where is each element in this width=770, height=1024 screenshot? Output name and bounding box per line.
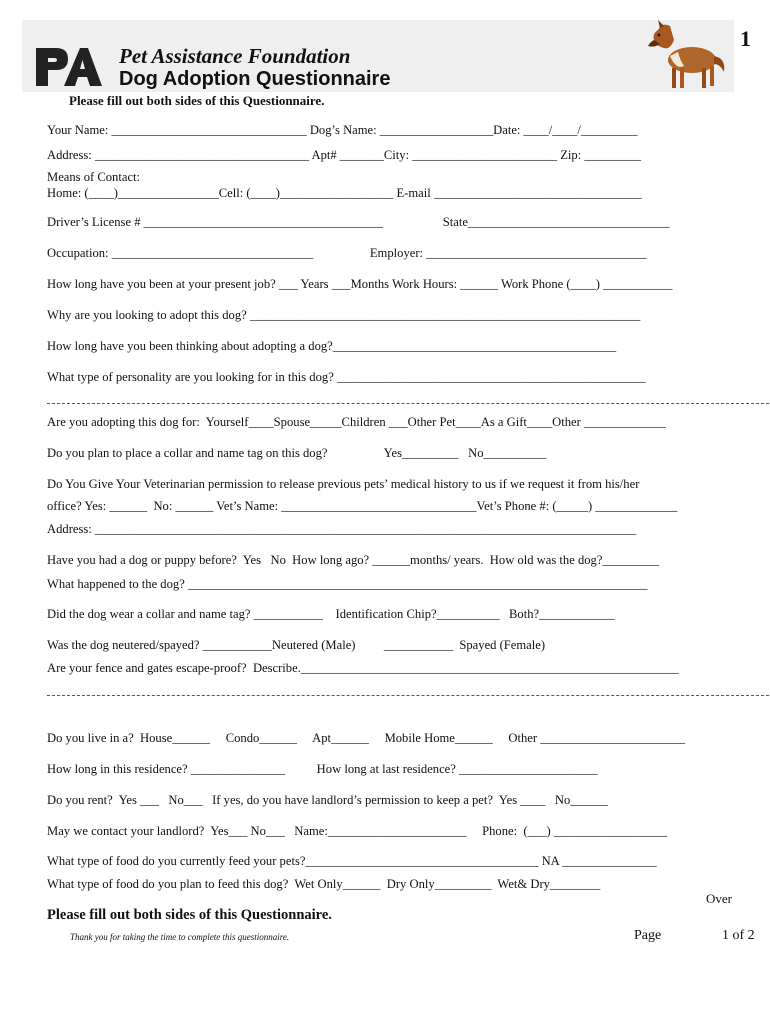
- rent-line[interactable]: Do you rent? Yes ___ No___ If yes, do you have landlord’s permission to keep a pet? Yes ____ No______: [47, 793, 609, 807]
- thanks-note: Thank you for taking the time to complete this questionnaire.: [70, 932, 290, 942]
- over-note: Over: [706, 891, 732, 906]
- vet-address-line[interactable]: Address: ______________________________________________________________________________________: [47, 522, 637, 536]
- collar-plan-line[interactable]: Do you plan to place a collar and name tag on this dog? Yes_________ No__________: [47, 446, 547, 460]
- residence-length-line[interactable]: How long in this residence? _______________ How long at last residence? ______________________: [47, 762, 598, 776]
- instructions-bottom: Please fill out both sides of this Questionnaire.: [47, 907, 332, 923]
- prior-collar-line[interactable]: Did the dog wear a collar and name tag? ___________ Identification Chip?__________ Both?____________: [47, 607, 615, 621]
- vet-permission-line: Do You Give Your Veterinarian permission to release previous pets’ medical history to us if we request it from his/her: [47, 477, 640, 491]
- why-line[interactable]: Why are you looking to adopt this dog? ______________________________________________________________: [47, 308, 641, 322]
- name-line[interactable]: Your Name: _______________________________ Dog’s Name: __________________Date: ____/____/_________: [47, 123, 638, 137]
- blank-line[interactable]: [47, 695, 769, 696]
- organization-name: Pet Assistance Foundation: [119, 44, 351, 68]
- thinking-line[interactable]: How long have you been thinking about adopting a dog?_____________________________________________: [47, 339, 617, 353]
- adopting-for-line[interactable]: Are you adopting this dog for: Yourself____Spouse_____Children ___Other Pet____As a Gift____Other _____________: [47, 415, 666, 429]
- fence-line[interactable]: Are your fence and gates escape-proof? Describe.____________________________________________________________: [47, 661, 679, 675]
- occupation-line[interactable]: Occupation: ________________________________ Employer: ___________________________________: [47, 246, 647, 260]
- neutered-line[interactable]: Was the dog neutered/spayed? ___________Neutered (Male) ___________ Spayed (Female): [47, 638, 546, 652]
- job-line[interactable]: How long have you been at your present job? ___ Years ___Months Work Hours: ______ Work Phone (____) ___________: [47, 277, 673, 291]
- blank-line[interactable]: [47, 403, 769, 404]
- landlord-line[interactable]: May we contact your landlord? Yes___ No___ Name:______________________ Phone: (___) __________________: [47, 824, 668, 838]
- current-food-line[interactable]: What type of food do you currently feed your pets?_____________________________________ NA _______________: [47, 854, 657, 868]
- contact-label: Means of Contact:: [47, 170, 141, 184]
- planned-food-line[interactable]: What type of food do you plan to feed this dog? Wet Only______ Dry Only_________ Wet& Dry________: [47, 877, 601, 891]
- page-count: 1 of 2: [722, 928, 755, 943]
- address-line[interactable]: Address: __________________________________ Apt# _______City: _______________________ Zip: _________: [47, 148, 642, 162]
- license-line[interactable]: Driver’s License # ______________________________________ State________________________________: [47, 215, 670, 229]
- page-number: 1: [740, 26, 751, 51]
- dog-illustration: [640, 16, 726, 92]
- vet-office-line[interactable]: office? Yes: ______ No: ______ Vet’s Name: _______________________________Vet’s Phone #: (_____) _____________: [47, 499, 678, 513]
- prior-dog-line[interactable]: Have you had a dog or puppy before? Yes No How long ago? ______months/ years. How old was the dog?_________: [47, 553, 660, 567]
- form-title: Dog Adoption Questionnaire: [119, 68, 391, 90]
- what-happened-line[interactable]: What happened to the dog? _________________________________________________________________________: [47, 577, 648, 591]
- personality-line[interactable]: What type of personality are you looking for in this dog? _________________________________________________: [47, 370, 646, 384]
- page-label: Page: [634, 928, 662, 943]
- instructions-top: Please fill out both sides of this Questionnaire.: [69, 93, 325, 108]
- residence-type-line[interactable]: Do you live in a? House______ Condo______ Apt______ Mobile Home______ Other _______________________: [47, 731, 686, 745]
- pa-logo: [34, 42, 102, 88]
- contact-line[interactable]: Home: (____)________________Cell: (____)__________________ E-mail _________________________________: [47, 186, 642, 200]
- form-header: [22, 20, 734, 92]
